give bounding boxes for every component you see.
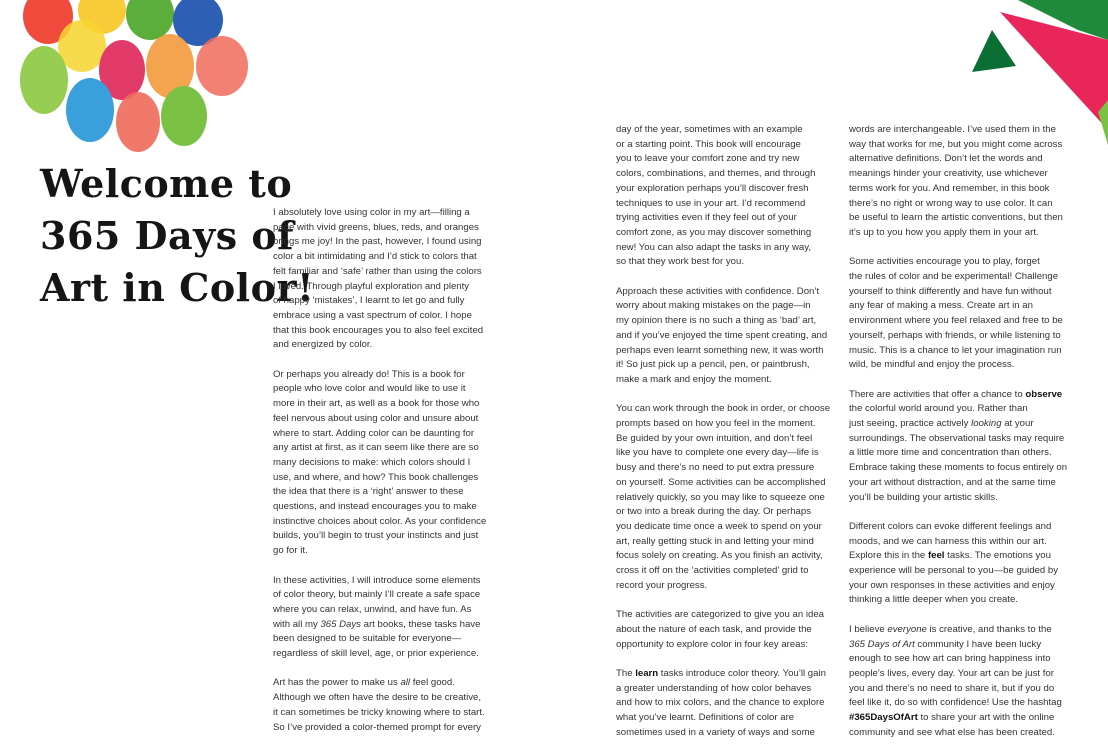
- text-line: prompts based on how you feel in the moment.: [616, 418, 816, 430]
- text-line: your art without distraction, and at the same time: [849, 476, 1056, 488]
- text-line: and if you’ve enjoyed the time spent creating, and: [616, 329, 828, 341]
- text-line: worry about making mistakes on the page—in: [616, 300, 811, 312]
- paragraph: [616, 285, 836, 388]
- paint-dot: [161, 86, 207, 146]
- text-line: cross it off on the ‘activities completed’ grid to: [616, 565, 809, 577]
- text-line: there’s no right or wrong way to use color. It can: [849, 197, 1053, 209]
- text-line: it’s up to you how you apply them in your art.: [849, 226, 1039, 238]
- paragraph: [849, 520, 1067, 608]
- text-line: go for it.: [273, 545, 308, 557]
- text-line: and how to mix colors, and the chance to explore: [616, 697, 825, 709]
- text-line: moods, and we can harness this within our art.: [849, 535, 1047, 547]
- paint-dot: [196, 36, 248, 96]
- title-line: 365 Days of: [40, 213, 295, 258]
- text-line: focus solely on creating. As you finish an activity,: [616, 550, 823, 562]
- watercolor-paint-dots: [0, 0, 260, 160]
- paragraph: [616, 667, 836, 741]
- text-line: a little more time and concentration than others.: [849, 447, 1052, 459]
- text-line: community and see what else has been created.: [849, 726, 1055, 738]
- text-line: more in their art, as well as a book for those who: [273, 398, 480, 410]
- text-line: embrace using a vast spectrum of color. I hope: [273, 309, 472, 321]
- text-line: feel nervous about using color and unsure about: [273, 412, 479, 424]
- text-line: record your progress.: [616, 579, 708, 591]
- text-line: Explore this in the feel tasks. The emotions you: [849, 550, 1051, 562]
- text-line: be useful to learn the artistic conventions, but then: [849, 212, 1063, 224]
- text-line: meanings hinder your creativity, use whichever: [849, 168, 1048, 180]
- text-line: regardless of skill level, age, or prior experience.: [273, 648, 479, 660]
- paragraph: [616, 608, 836, 652]
- text-line: music. This is a chance to let your imagination run: [849, 344, 1062, 356]
- paragraph: [273, 368, 491, 559]
- text-line: so that they work best for you.: [616, 256, 744, 268]
- text-line: Although we often have the desire to be creative,: [273, 692, 481, 704]
- title-line: Art in Color!: [40, 265, 315, 310]
- text-line: brings me joy! In the past, however, I found using: [273, 236, 482, 248]
- text-line: yourself, perhaps with friends, or while listening to: [849, 329, 1061, 341]
- text-line: environment where you feel relaxed and free to be: [849, 315, 1063, 327]
- text-line: of color theory, but mainly I’ll create a safe space: [273, 589, 481, 601]
- text-line: you’ll be building your artistic skills.: [849, 491, 998, 503]
- text-line: builds, you’ll begin to trust your instincts and just: [273, 530, 479, 542]
- paragraph: [849, 123, 1067, 241]
- text-line: I believe everyone is creative, and thanks to the: [849, 623, 1052, 635]
- text-line: feel like it, do so with confidence! Use the hashtag: [849, 697, 1062, 709]
- text-column-2: [616, 123, 836, 755]
- paragraph: [849, 388, 1067, 506]
- paint-dot: [20, 46, 68, 114]
- text-line: what you’ve learnt. Definitions of color are: [616, 712, 795, 724]
- text-line: perhaps even learnt something new, it was worth: [616, 344, 824, 356]
- text-line: Art has the power to make us all feel good.: [273, 677, 455, 689]
- text-line: that this book encourages you to also feel excited: [273, 324, 484, 336]
- text-line: day of the year, sometimes with an example: [616, 124, 803, 135]
- text-line: or two into a break during the day. Or perhaps: [616, 506, 812, 518]
- text-line: your own responses in these activities and enjoy: [849, 579, 1055, 591]
- text-line: you and there’s no need to share it, but if you do: [849, 682, 1055, 694]
- text-line: enough to see how art can bring happiness into: [849, 653, 1051, 665]
- text-line: experience will be personal to you—be guided by: [849, 565, 1059, 577]
- text-line: with all my 365 Days art books, these tasks have: [273, 618, 481, 630]
- text-line: questions, and instead encourages you to make: [273, 501, 477, 513]
- text-line: surroundings. The observational tasks may require: [849, 432, 1065, 444]
- text-column-1: [273, 206, 491, 750]
- text-line: trying activities even if they feel out of your: [616, 212, 797, 224]
- paragraph: [273, 574, 491, 662]
- text-line: it! So just pick up a pencil, pen, or paintbrush,: [616, 359, 810, 371]
- text-line: Be guided by your own intuition, and don’t feel: [616, 432, 813, 444]
- text-line: color a bit intimidating and I’d stick to colors that: [273, 251, 477, 263]
- text-line: So I’ve provided a color-themed prompt for every: [273, 721, 481, 733]
- paragraph: [273, 676, 491, 735]
- text-line: Different colors can evoke different feelings and: [849, 520, 1052, 532]
- text-line: In these activities, I will introduce some elements: [273, 574, 481, 586]
- text-line: just seeing, practice actively looking at your: [849, 418, 1034, 430]
- text-line: page with vivid greens, blues, reds, and oranges: [273, 221, 479, 233]
- text-line: where to start. Adding color can be daunting for: [273, 427, 475, 439]
- page-title: [40, 158, 315, 314]
- text-line: on yourself. Some activities can be accomplished: [616, 476, 826, 488]
- text-line: opportunity to explore color in four key areas:: [616, 638, 808, 650]
- text-line: thinking a little deeper when you create.: [849, 594, 1019, 606]
- text-line: your exploration perhaps you’ll discover fresh: [616, 182, 809, 194]
- text-line: Approach these activities with confidence. Don’t: [616, 285, 820, 297]
- text-line: the rules of color and be experimental! Challenge: [849, 271, 1059, 283]
- text-line: terms work for you. And remember, in this book: [849, 182, 1050, 194]
- text-line: alternative definitions. Don’t let the words and: [849, 153, 1043, 165]
- text-line: felt familiar and ‘safe’ rather than using the colors: [273, 265, 482, 277]
- text-line: a greater understanding of how color behaves: [616, 682, 812, 694]
- paragraph: [616, 402, 836, 593]
- text-line: use, and where, and how? This book challenges: [273, 471, 479, 483]
- text-line: where you can relax, unwind, and have fun. As: [273, 603, 472, 615]
- text-line: of happy ‘mistakes’, I learnt to let go and fully: [273, 295, 465, 307]
- text-line: many decisions to make: which colors should I: [273, 456, 471, 468]
- text-line: make a mark and enjoy the moment.: [616, 373, 772, 385]
- text-line: like you have to complete one every day—life is: [616, 447, 819, 459]
- paragraph: [273, 206, 491, 353]
- paragraph: [616, 123, 836, 270]
- paint-dot: [66, 78, 114, 142]
- text-line: people’s lives, every day. Your art can be just for: [849, 667, 1054, 679]
- text-line: #365DaysOfArt to share your art with the online: [849, 712, 1055, 724]
- text-line: relatively quickly, so you may like to squeeze one: [616, 491, 825, 503]
- text-line: wild, be mindful and enjoy the process.: [849, 359, 1015, 371]
- text-line: Embrace taking these moments to focus entirely on: [849, 462, 1068, 474]
- dark-green-triangle: [972, 30, 1016, 72]
- text-line: sometimes used in a variety of ways and some: [616, 726, 815, 738]
- text-line: about the nature of each task, and provide the: [616, 623, 812, 635]
- text-line: I loved. Through playful exploration and plenty: [273, 280, 470, 292]
- text-line: the colorful world around you. Rather than: [849, 403, 1028, 415]
- text-line: There are activities that offer a chance to observe: [849, 388, 1063, 400]
- text-line: techniques to use in your art. I’d recommend: [616, 197, 806, 209]
- text-line: been designed to be suitable for everyone—: [273, 633, 462, 645]
- text-line: art, really getting stuck in and letting your mind: [616, 535, 814, 547]
- text-line: any fear of making a mess. Create art in an: [849, 300, 1033, 312]
- text-line: and energized by color.: [273, 339, 373, 351]
- text-column-3: [849, 123, 1067, 755]
- paint-dot: [116, 92, 160, 152]
- title-line: Welcome to: [40, 161, 293, 206]
- text-line: any artist at first, as it can seem like there are so: [273, 442, 479, 454]
- text-line: comfort zone, as you may discover something: [616, 226, 812, 238]
- paragraph: [849, 623, 1067, 741]
- text-line: The learn tasks introduce color theory. You’ll gain: [616, 667, 826, 679]
- text-line: you dedicate time once a week to spend on your: [616, 520, 822, 532]
- paint-dot: [126, 0, 174, 40]
- text-line: way that works for me, but you might come across: [849, 138, 1063, 150]
- text-line: the idea that there is a ‘right’ answer to these: [273, 486, 464, 498]
- text-line: instinctive choices about color. As your confidence: [273, 515, 487, 527]
- text-line: busy and there’s no need to put extra pressure: [616, 462, 815, 474]
- text-line: Or perhaps you already do! This is a book for: [273, 368, 465, 380]
- text-line: words are interchangeable. I’ve used them in the: [849, 124, 1056, 135]
- text-line: new! You can also adapt the tasks in any way,: [616, 241, 812, 253]
- text-line: people who love color and would like to use it: [273, 383, 466, 395]
- paragraph: [849, 255, 1067, 373]
- text-line: yourself to think differently and have fun without: [849, 285, 1052, 297]
- text-line: or a starting point. This book will encourage: [616, 138, 801, 150]
- text-line: colors, combinations, and themes, and through: [616, 168, 816, 180]
- text-line: Some activities encourage you to play, forget: [849, 256, 1040, 268]
- text-line: 365 Days of Art community I have been lucky: [849, 638, 1042, 650]
- text-line: it can sometimes be tricky knowing where to start.: [273, 706, 485, 718]
- text-line: The activities are categorized to give you an idea: [616, 609, 824, 621]
- text-line: You can work through the book in order, or choose: [616, 403, 831, 415]
- text-line: I absolutely love using color in my art—filling a: [273, 207, 470, 218]
- text-line: my opinion there is no such a thing as ‘bad’ art,: [616, 315, 817, 327]
- text-line: you to leave your comfort zone and try new: [616, 153, 800, 165]
